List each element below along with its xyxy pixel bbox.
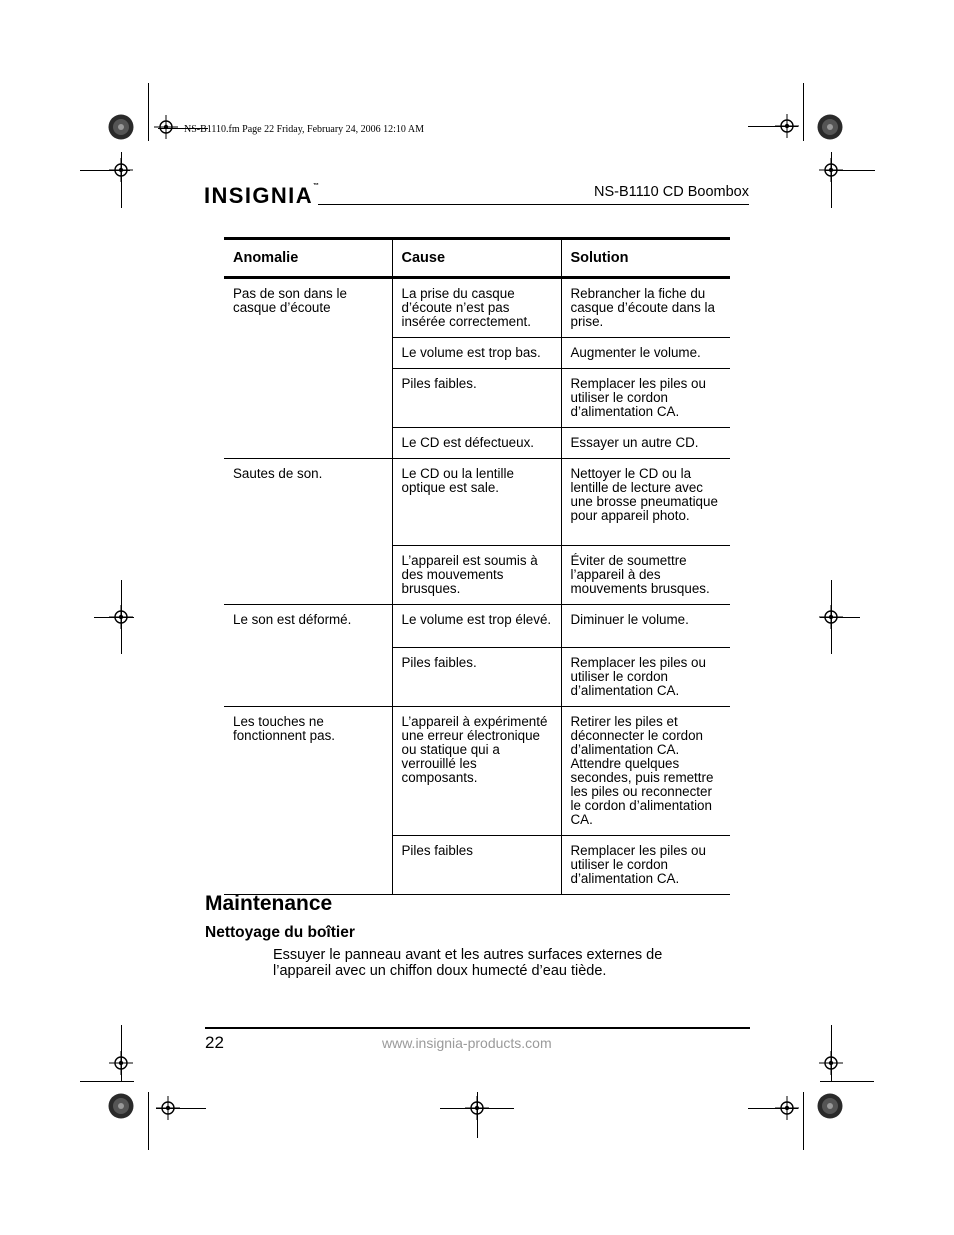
column-header-solution: Solution — [561, 239, 730, 278]
registration-crosshair-icon — [154, 115, 178, 139]
registration-crosshair-icon — [819, 158, 843, 182]
table-header-row — [224, 239, 730, 278]
problem-cell: Les touches ne fonctionnent pas. — [224, 707, 392, 895]
cause-cell: Le volume est trop bas. — [392, 338, 561, 369]
table-row — [224, 278, 730, 338]
registration-crosshair-icon — [156, 1096, 180, 1120]
registration-crosshair-icon — [819, 1051, 843, 1075]
solution-cell: Nettoyer le CD ou la lentille de lecture avec une brosse pneumatique pour appareil photo. — [561, 459, 730, 546]
solution-cell: Retirer les piles et déconnecter le cordon d’alimentation CA. Attendre quelques secondes, puis remettre les piles ou reconnecter le cordon d’alimentation CA. — [561, 707, 730, 836]
column-header-cause: Cause — [392, 239, 561, 278]
section-title: Maintenance — [205, 892, 333, 915]
troubleshooting-table — [224, 237, 730, 895]
product-title: NS-B1110 CD Boombox — [593, 184, 749, 200]
registration-crosshair-icon — [465, 1096, 489, 1120]
cause-cell: Le CD ou la lentille optique est sale. — [392, 459, 561, 546]
registration-target-icon — [817, 114, 843, 140]
cause-cell: Piles faibles. — [392, 648, 561, 707]
cause-cell: Le CD est défectueux. — [392, 428, 561, 459]
solution-cell: Augmenter le volume. — [561, 338, 730, 369]
problem-cell: Le son est déformé. — [224, 605, 392, 707]
body-paragraph: Essuyer le panneau avant et les autres surfaces externes de l’appareil avec un chiffon doux humecté d’eau tiède. — [273, 947, 663, 979]
registration-target-icon — [817, 1093, 843, 1119]
solution-cell: Essayer un autre CD. — [561, 428, 730, 459]
registration-target-icon — [108, 1093, 134, 1119]
problem-cell: Sautes de son. — [224, 459, 392, 605]
brand-logo-text: INSIGNIA — [204, 183, 313, 208]
cause-cell: L’appareil est soumis à des mouvements brusques. — [392, 546, 561, 605]
solution-cell: Éviter de soumettre l’appareil à des mouvements brusques. — [561, 546, 730, 605]
solution-cell: Remplacer les piles ou utiliser le cordon d’alimentation CA. — [561, 369, 730, 428]
header-rule — [318, 204, 749, 205]
table-row — [224, 605, 730, 648]
print-slug: NS-B1110.fm Page 22 Friday, February 24, 2006 12:10 AM — [184, 124, 424, 135]
subsection-title: Nettoyage du boîtier — [205, 924, 355, 941]
solution-cell: Rebrancher la fiche du casque d’écoute dans la prise. — [561, 278, 730, 338]
registration-crosshair-icon — [109, 158, 133, 182]
footer-url: www.insignia-products.com — [382, 1035, 552, 1051]
cause-cell: L’appareil à expérimenté une erreur électronique ou statique qui a verrouillé les composants. — [392, 707, 561, 836]
cause-cell: Piles faibles. — [392, 369, 561, 428]
trademark-symbol: ™ — [313, 183, 319, 189]
registration-target-icon — [108, 114, 134, 140]
registration-crosshair-icon — [775, 114, 799, 138]
table-row — [224, 707, 730, 836]
cause-cell: Le volume est trop élevé. — [392, 605, 561, 648]
cause-cell: Piles faibles — [392, 836, 561, 895]
solution-cell: Remplacer les piles ou utiliser le cordon d’alimentation CA. — [561, 836, 730, 895]
solution-cell: Remplacer les piles ou utiliser le cordon d’alimentation CA. — [561, 648, 730, 707]
footer-rule — [205, 1027, 750, 1029]
cause-cell: La prise du casque d’écoute n’est pas insérée correctement. — [392, 278, 561, 338]
column-header-problem: Anomalie — [224, 239, 392, 278]
solution-cell: Diminuer le volume. — [561, 605, 730, 648]
table-row — [224, 459, 730, 546]
page-number: 22 — [205, 1033, 224, 1052]
problem-cell: Pas de son dans le casque d’écoute — [224, 278, 392, 459]
brand-logo — [204, 183, 319, 209]
registration-crosshair-icon — [819, 605, 843, 629]
registration-crosshair-icon — [109, 605, 133, 629]
registration-crosshair-icon — [109, 1051, 133, 1075]
registration-crosshair-icon — [775, 1096, 799, 1120]
